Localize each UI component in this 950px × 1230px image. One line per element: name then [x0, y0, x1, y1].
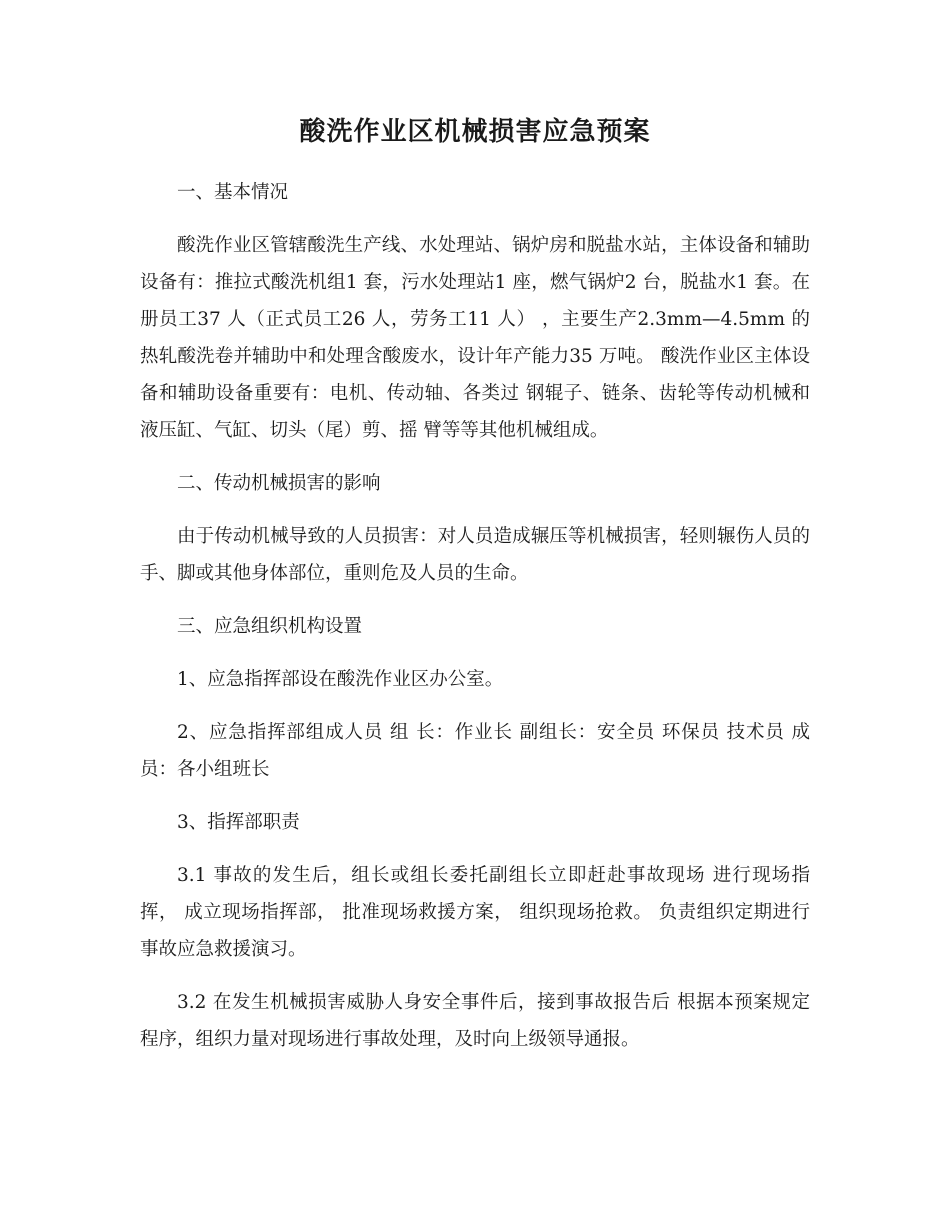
- paragraph-basic-info: 酸洗作业区管辖酸洗生产线、水处理站、锅炉房和脱盐水站，主体设备和辅助设备有：推拉式酸洗机组1 套，污水处理站1 座，燃气锅炉2 台，脱盐水1 套。在册员工37 人（正式员工26 人，劳务工11 人） ，主要生产2.3mm—4.5mm 的热轧酸洗卷并辅助中和处理含酸废水，设计年产能力35 万吨。 酸洗作业区主体设备和辅助设备重要有：电机、传动轴、各类过 钢辊子、链条、齿轮等传动机械和液压缸、气缸、切头（尾）剪、摇 臂等等其他机械组成。: [140, 235, 810, 441]
- paragraph-duty-3-2: 3.2 在发生机械损害威胁人身安全事件后，接到事故报告后 根据本预案规定程序，组织力量对现场进行事故处理，及时向上级领导通报。: [140, 992, 810, 1050]
- paragraph-command-location: 1、应急指挥部设在酸洗作业区办公室。: [177, 669, 504, 690]
- paragraph-command-members: 2、应急指挥部组成人员 组 长：作业长 副组长：安全员 环保员 技术员 成 员：各小组班长: [140, 722, 810, 780]
- document-title: 酸洗作业区机械损害应急预案: [299, 117, 651, 147]
- paragraph-command-duties-heading: 3、指挥部职责: [177, 812, 300, 833]
- section-heading-basic-info: 一、基本情况: [177, 182, 289, 203]
- paragraph-impact: 由于传动机械导致的人员损害：对人员造成辗压等机械损害，轻则辗伤人员的手、脚或其他身体部位，重则危及人员的生命。: [140, 526, 810, 584]
- paragraph-duty-3-1: 3.1 事故的发生后，组长或组长委托副组长立即赶赴事故现场 进行现场指挥， 成立现场指挥部， 批准现场救援方案， 组织现场抢救。 负责组织定期进行事故应急救援演习。: [140, 865, 810, 960]
- section-heading-organization: 三、应急组织机构设置: [177, 616, 363, 637]
- section-heading-impact: 二、传动机械损害的影响: [177, 473, 381, 494]
